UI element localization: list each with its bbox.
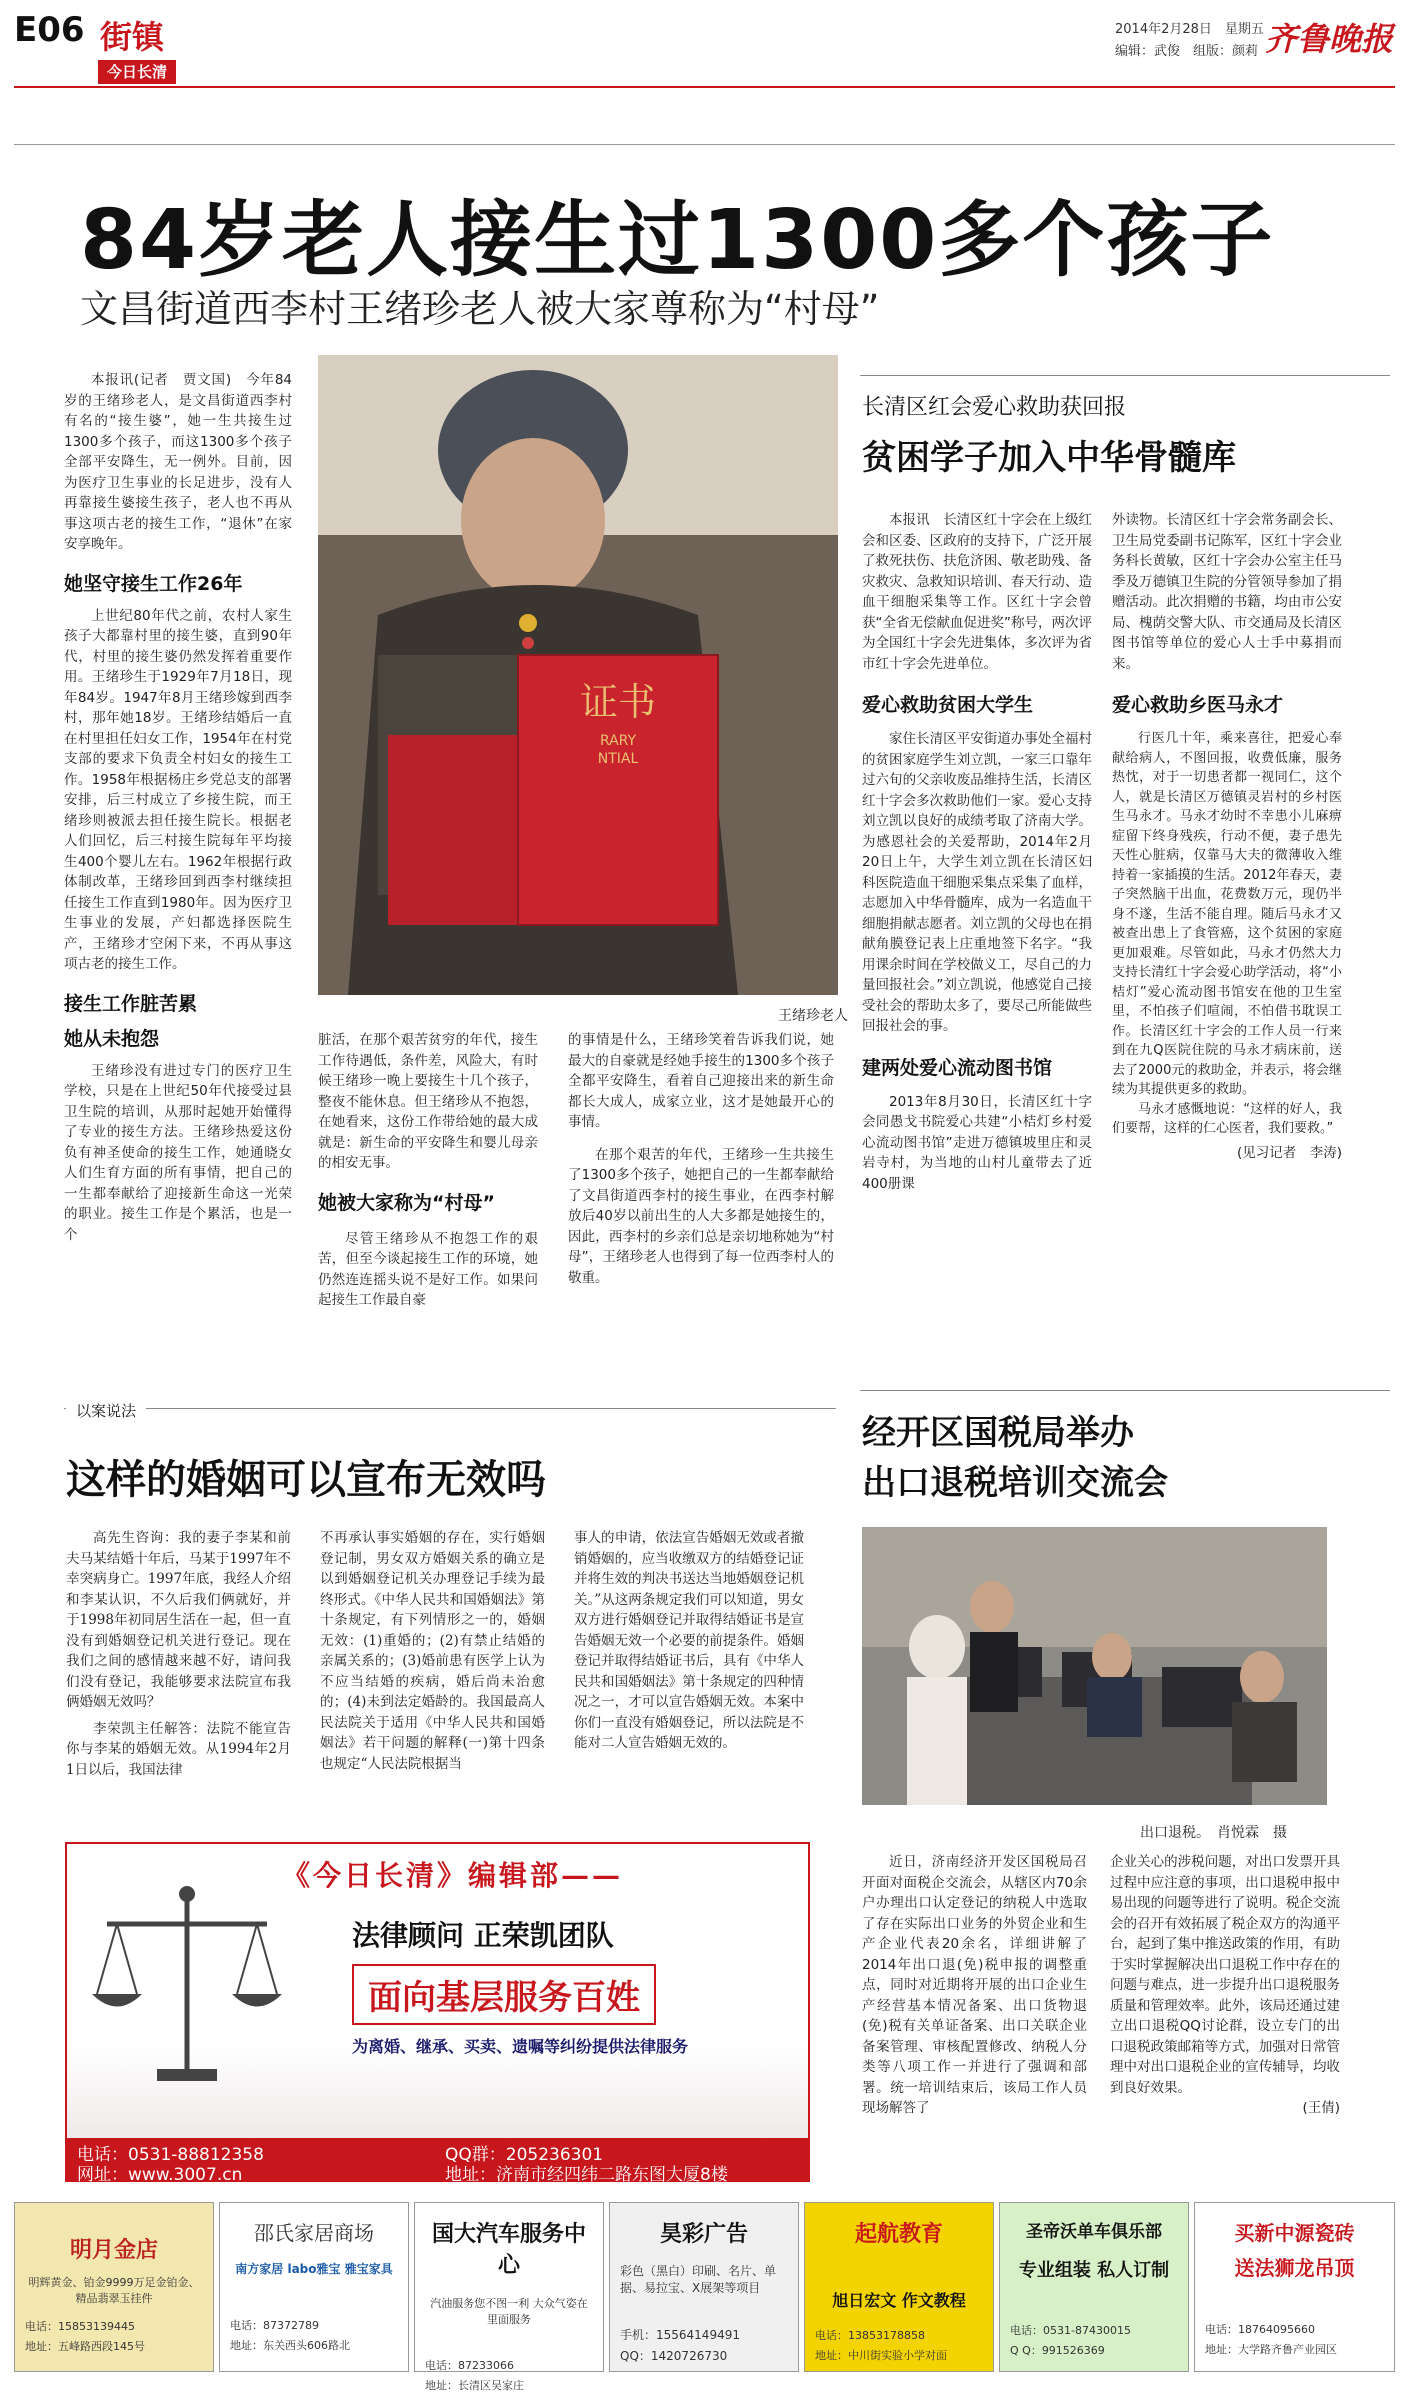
tax-photo-illustration [862, 1527, 1327, 1805]
main-article-col3 [568, 1030, 834, 1288]
ad-auto-title: 国大汽车服务中心 [431, 2222, 586, 2278]
law-ad-line3: 为离婚、继承、买卖、遗嘱等纠纷提供法律服务 [352, 2037, 689, 2056]
tax-col1 [862, 1852, 1087, 2119]
law-ad-line2: 面向基层服务百姓 [352, 1964, 656, 2025]
ad-bicycle-detail: 专业组装 私人订制 [1018, 2260, 1170, 2281]
ad-ceramic-phone: 电话：18764095660 [1205, 2323, 1315, 2336]
tax-p1: 近日，济南经济开发区国税局召开面对面税企交流会，从辖区内70余户办理出口认定登记的纳税人中选取了存在实际出口业务的外贸企业和生产企业代表20余名，详细讲解了2014年出口退(免)税申报的调整重点，同时对近期将开展的出口企业生产经营基本情况备案、出口货物退(免)税有关单证备案、出口关联企业备案管理、审核配置修改、纳税人分类等八项工作一并进行了强调和部署。统一培训结束后，该局工作人员现场解答了 [862, 1854, 1087, 2116]
editor-credits: 编辑：武俊 组版：颜莉 [1115, 44, 1259, 59]
sub-section-badge: 今日长清 [98, 60, 176, 84]
law-col2 [320, 1528, 545, 1774]
tax-headline-1: 经开区国税局举办 [862, 1413, 1134, 1453]
main-sub2a: 接生工作脏苦累 [64, 992, 198, 1015]
law-headline: 这样的婚姻可以宣布无效吗 [66, 1457, 546, 1503]
ad-gold-phone: 电话：15853139445 [25, 2320, 135, 2333]
redcross-kicker: 长清区红会爱心救助获回报 [862, 395, 1127, 420]
redcross-col1 [862, 510, 1092, 1194]
page-code: E06 [14, 10, 85, 50]
law-ad-phone: 电话：0531-88812358 [77, 2145, 264, 2165]
ad-auto-phone: 电话：87233066 [425, 2359, 514, 2372]
ad-furniture-phone: 电话：87372789 [230, 2319, 319, 2332]
law-ad-qq: QQ群：205236301 [445, 2145, 604, 2165]
ad-ceramic-tiles [1194, 2202, 1395, 2372]
grandma-photo [318, 355, 838, 995]
ad-printing-title: 昊彩广告 [659, 2222, 748, 2247]
ad-printing-qq: QQ：1420726730 [620, 2349, 728, 2363]
certificate-text: 证书 [579, 680, 657, 724]
redcross-sub3: 爱心救助乡医马永才 [1112, 694, 1284, 716]
tax-headline-2: 出口退税培训交流会 [862, 1463, 1168, 1503]
redcross-col2 [1112, 510, 1342, 1163]
ad-bicycle-club [999, 2202, 1189, 2372]
header-rule [14, 86, 1395, 88]
law-col3 [574, 1528, 804, 1754]
main-sub3: 她被大家称为“村母” [318, 1191, 495, 1214]
ad-furniture-address: 地址：东关西头606路北 [230, 2339, 350, 2352]
tax-col2 [1110, 1852, 1340, 2119]
ad-education-title: 起航教育 [854, 2222, 943, 2247]
svg-text:NTIAL: NTIAL [597, 751, 639, 767]
ad-furniture-detail: 南方家居 labo雅宝 雅宝家具 [235, 2262, 393, 2276]
law-col1 [66, 1528, 291, 1780]
law-ad-title: 《今日长清》编辑部—— [282, 1859, 624, 1892]
ad-education-phone: 电话：13853178858 [815, 2329, 925, 2342]
tax-training-photo [862, 1527, 1327, 1805]
main-p2: 王绪珍没有进过专门的医疗卫生学校，只是在上世纪50年代接受过县卫生院的培训，从那时起她开始懂得了专业的接生方法。王绪珍热爱这份负有神圣使命的接生工作，她通晓女人们生育方面的所有事情，把自己的一生都奉献给了迎接新生命这一光荣的职业。接生工作是个累活，也是一个 [64, 1062, 292, 1243]
tax-p2: 企业关心的涉税问题，对出口发票开具过程中应注意的事项，出口退税申报中易出现的问题等进行了说明。税企交流会的召开有效拓展了税企双方的沟通平台，起到了集中推送政策的作用，有助于实时掌握解决出口退税工作中存在的问题与难点，进一步提升出口退税服务质量和管理效率。此外，该局还通过建立出口退税QQ讨论群，设立专门的出口退税政策邮箱等方式，加强对日常管理中对出口退税企业的宣传辅导，均收到良好效果。 [1110, 1854, 1340, 2096]
ad-bicycle-title: 圣帝沃单车俱乐部 [1026, 2222, 1162, 2242]
law-ad-site: 网址：www.3007.cn [77, 2165, 243, 2185]
tax-top-rule [860, 1390, 1390, 1391]
redcross-p4: 外读物。长清区红十字会常务副会长、卫生局党委副书记陈军，区红十字会业务科长黄敏，区红十字会办公室主任马季及万德镇卫生院的分管领导参加了捐赠活动。此次捐赠的书籍，均由市公安局、槐荫交警大队、市交通局及长清区图书馆等单位的爱心人士手中募捐而来。 [1112, 512, 1342, 672]
section-title: 街镇 [100, 18, 165, 56]
ad-ceramic-title: 买新中源瓷砖 [1234, 2221, 1355, 2245]
law-ad-line1: 法律顾问 正荣凯团队 [352, 1919, 614, 1952]
law-p1: 高先生咨询：我的妻子李某和前夫马某结婚十年后，马某于1997年不幸突病身亡。1997年底，我经人介绍和李某认识，不久后我们俩就好，并于1998年初同居生活在一起，但一直没有到婚姻登记机关进行登记。现在我们之间的感情越来越不好，请问我们没有登记，我能够要求法院宣布我俩婚姻无效吗？ [66, 1530, 291, 1710]
law-ad-footer [65, 2138, 810, 2185]
ad-ceramic-address: 地址：大学路齐鲁产业园区 [1205, 2343, 1337, 2356]
ad-ceramic-detail: 送法狮龙吊顶 [1234, 2256, 1355, 2280]
law-top-rule [64, 1408, 836, 1409]
law-p3: 不再承认事实婚姻的存在，实行婚姻登记制，男女双方婚姻关系的确立是以到婚姻登记机关办理登记手续为最终形式。《中华人民共和国婚姻法》第十条规定，有下列情形之一的，婚姻无效：(1)重婚的；(2)有禁止结婚的亲属关系的；(3)婚前患有医学上认为不应当结婚的疾病，婚后尚未治愈的；(4)未到法定婚龄的。我国最高人民法院关于适用《中华人民共和国婚姻法》若干问题的解释(一)第十四条也规定“人民法院根据当 [320, 1530, 545, 1772]
newspaper-logo: 齐鲁晚报 [1265, 20, 1394, 58]
ad-printing-phone: 手机：15564149491 [620, 2328, 740, 2342]
main-p5: 的事情是什么，王绪珍笑着告诉我们说，她最大的自豪就是经她手接生的1300多个孩子全都平安降生，看着自己迎接出来的新生命都长大成人，成家立业，这才是她最开心的事情。 [568, 1032, 834, 1130]
ad-printing [609, 2202, 799, 2372]
ad-printing-detail: 彩色（黑白）印刷、名片、单据、易拉宝、X展架等项目 [620, 2264, 777, 2295]
ad-gold-detail: 明辉黄金、铂金9999万足金铂金、精品翡翠玉挂件 [28, 2276, 200, 2305]
law-ad-address: 地址：济南市经四纬二路东图大厦8楼 [445, 2165, 728, 2185]
redcross-p2: 家住长清区平安街道办事处全福村的贫困家庭学生刘立凯，一家三口靠年过六旬的父亲收废品维持生活，长清区红十字会多次救助他们一家。爱心支持刘立凯以良好的成绩考取了济南大学。为感恩社会的关爱帮助，2014年2月20日上午，大学生刘立凯在长清区妇科医院造血干细胞采集点采集了血样，志愿加入中华骨髓库，成为一名造血干细胞捐献志愿者。刘立凯的父母也在捐献角膜登记表上庄重地签下名字。“我用课余时间在学校做义工，尽自己的力量回报社会。”刘立凯说，他感觉自己接受社会的帮助太多了，要尽己所能做些回报社会的事。 [862, 731, 1092, 1034]
main-subhead: 文昌街道西李村王绪珍老人被大家尊称为“村母” [80, 287, 880, 331]
grandma-illustration [318, 355, 838, 995]
ad-bicycle-phone: 电话：0531-87430015 [1010, 2324, 1131, 2337]
ad-education [804, 2202, 994, 2372]
law-service-ad [65, 1842, 810, 2182]
ad-bicycle-qq: Q Q：991526369 [1010, 2344, 1105, 2357]
main-p4: 尽管王绪珍从不抱怨工作的艰苦，但至今谈起接生工作的环境，她仍然连连摇头说不是好工作。如果问起接生工作最自豪 [318, 1230, 538, 1308]
tax-byline: (王倩) [1302, 2100, 1340, 2116]
ad-gold-shop [14, 2202, 214, 2372]
main-intro: 本报讯(记者 贾文国) 今年84岁的王绪珍老人，是文昌街道西李村有名的“接生婆”，她一生共接生过1300多个孩子，而这1300多个孩子全部平安降生，无一例外。目前，因为医疗卫生事业的长足进步，没有人再靠接生婆接生孩子，老人也不再从事这项古老的接生工作，“退休”在家安享晚年。 [64, 372, 292, 552]
ad-education-detail: 旭日宏文 作文教程 [832, 2291, 966, 2310]
scales-of-justice-icon [87, 1874, 287, 2094]
bottom-ads-strip [14, 2202, 1395, 2392]
redcross-sub1: 爱心救助贫困大学生 [862, 694, 1034, 716]
main-sub1: 她坚守接生工作26年 [64, 572, 243, 595]
ad-auto-service [414, 2202, 604, 2392]
redcross-byline: (见习记者 李涛) [1236, 1144, 1342, 1161]
redcross-p6: 马永才感慨地说：“这样的好人，我们要帮，这样的仁心医者，我们要救。” [1112, 1101, 1342, 1136]
redcross-p1: 本报讯 长清区红十字会在上级红会和区委、区政府的支持下，广泛开展了救死扶伤、扶危济困、敬老助残、备灾救灾、急救知识培训、春天行动、造血干细胞采集等工作。区红十字会曾获“全省无偿献血促进奖”称号，两次评为全国红十字会先进集体，多次评为省市红十字会先进单位。 [862, 512, 1092, 672]
main-article-col2 [318, 1030, 538, 1311]
main-article-col1 [64, 370, 292, 1245]
top-divider [14, 144, 1395, 145]
ad-furniture [219, 2202, 409, 2372]
law-tag: 以案说法 [66, 1400, 146, 1421]
ad-gold-address: 地址：五峰路西段145号 [25, 2340, 145, 2353]
ad-auto-detail: 汽油服务您不图一利 大众气姿在里面服务 [430, 2297, 588, 2326]
law-p2: 李荣凯主任解答：法院不能宣告你与李某的婚姻无效。从1994年2月1日以后，我国法律 [66, 1720, 291, 1778]
main-p3: 脏活，在那个艰苦贫穷的年代，接生工作待遇低，条件差，风险大，有时候王绪珍一晚上要接生十几个孩子，整夜不能休息。但王绪珍从不抱怨，在她看来，这份工作带给她的最大成就是：新生命的平安降生和婴儿母亲的相安无事。 [318, 1032, 538, 1171]
grandma-photo-caption: 王绪珍老人 [778, 1008, 848, 1024]
redcross-p5: 行医几十年，乘来喜往，把爱心奉献给病人，不图回报，收费低廉，服务热忱，对于一切患者都一视同仁，这个人，就是长清区万德镇灵岩村的乡村医生马永才。马永才幼时不幸患小儿麻痹症留下终身残疾，行动不便，妻子患先天性心脏病，仅靠马大夫的微薄收入维持着一家插摸的生活。2012年春天，妻子突然脑干出血，花费数万元，现仍半身不遂，生活不能自理。随后马永才又被查出患上了食管癌，这个贫困的家庭更加艰难。尽管如此，马永才仍然大力支持长清红十字会爱心助学活动，将“小桔灯”爱心流动图书馆安在他的卫生室里，不怕孩子们喧闹，不怕借书耽误工作。长清区红十字会的工作人员一行来到在九Q医院住院的马永才病床前，送去了2000元的救助金，并表示，将会继续为其提供更多的救助。 [1112, 731, 1342, 1097]
redcross-sub2: 建两处爱心流动图书馆 [862, 1056, 1053, 1079]
law-p4: 事人的申请，依法宣告婚姻无效或者撤销婚姻的，应当收缴双方的结婚登记证并将生效的判决书送达当地婚姻登记机关。”从这两条规定我们可以知道，男女双方进行婚姻登记并取得结婚证书是宣告婚姻无效一个必要的前提条件。婚姻登记并取得结婚证书后，具有《中华人民共和国婚姻法》第十条规定的四种情况之一，才可以宣告婚姻无效。本案中你们一直没有婚姻登记，所以法院是不能对二人宣告婚姻无效的。 [574, 1530, 804, 1751]
redcross-top-rule [860, 375, 1390, 376]
ad-education-address: 地址：中川街实验小学对面 [815, 2349, 947, 2362]
tax-photo-caption: 出口退税。 肖悦霖 摄 [1140, 1825, 1287, 1841]
main-headline: 84岁老人接生过1300多个孩子 [80, 193, 1275, 288]
ad-gold-title: 明月金店 [69, 2238, 158, 2263]
main-p6: 在那个艰苦的年代，王绪珍一生共接生了1300多个孩子，她把自己的一生都奉献给了文昌街道西李村的接生事业，在西李村解放后40岁以前出生的人大多都是她接生的，因此，西李村的乡亲们总是亲切地称她为“村母”，王绪珍老人也得到了每一位西李村人的敬重。 [568, 1146, 834, 1286]
ad-furniture-title: 邵氏家居商场 [254, 2221, 374, 2245]
redcross-p3: 2013年8月30日，长清区红十字会同愚戈书院爱心共建“小桔灯乡村爱心流动图书馆”走进万德镇坡里庄和灵岩寺村，为当地的山村儿童带去了近400册课 [862, 1093, 1092, 1192]
main-p1: 上世纪80年代之前，农村人家生孩子大都靠村里的接生婆，直到90年代，村里的接生婆仍然发挥着重要作用。王绪珍生于1929年7月18日，现年84岁。1947年8月王绪珍嫁到西李村，那年她18岁。王绪珍结婚后一直在村里担任妇女工作，1954年在村党支部的要求下负责全村妇女的接生工作。1958年根据杨庄乡党总支的部署安排，后三村成立了乡接生院，而王绪珍则被派去担任接生院长。根据老人们回忆，后三村接生院每年平均接生400个婴儿左右。1962年根据行政体制改革，王绪珍回到西李村继续担任接生工作直到1980年。因为医疗卫生事业的发展，产妇都选择医院生产，王绪珍才空闲下来，不再从事这项古老的接生工作。 [64, 607, 292, 972]
ad-auto-address: 地址：长清区吴家庄 [425, 2379, 524, 2392]
redcross-headline: 贫困学子加入中华骨髓库 [862, 438, 1236, 478]
svg-text:RARY: RARY [599, 733, 637, 749]
main-sub2b: 她从未抱怨 [64, 1027, 160, 1050]
issue-date: 2014年2月28日 星期五 [1115, 22, 1264, 37]
